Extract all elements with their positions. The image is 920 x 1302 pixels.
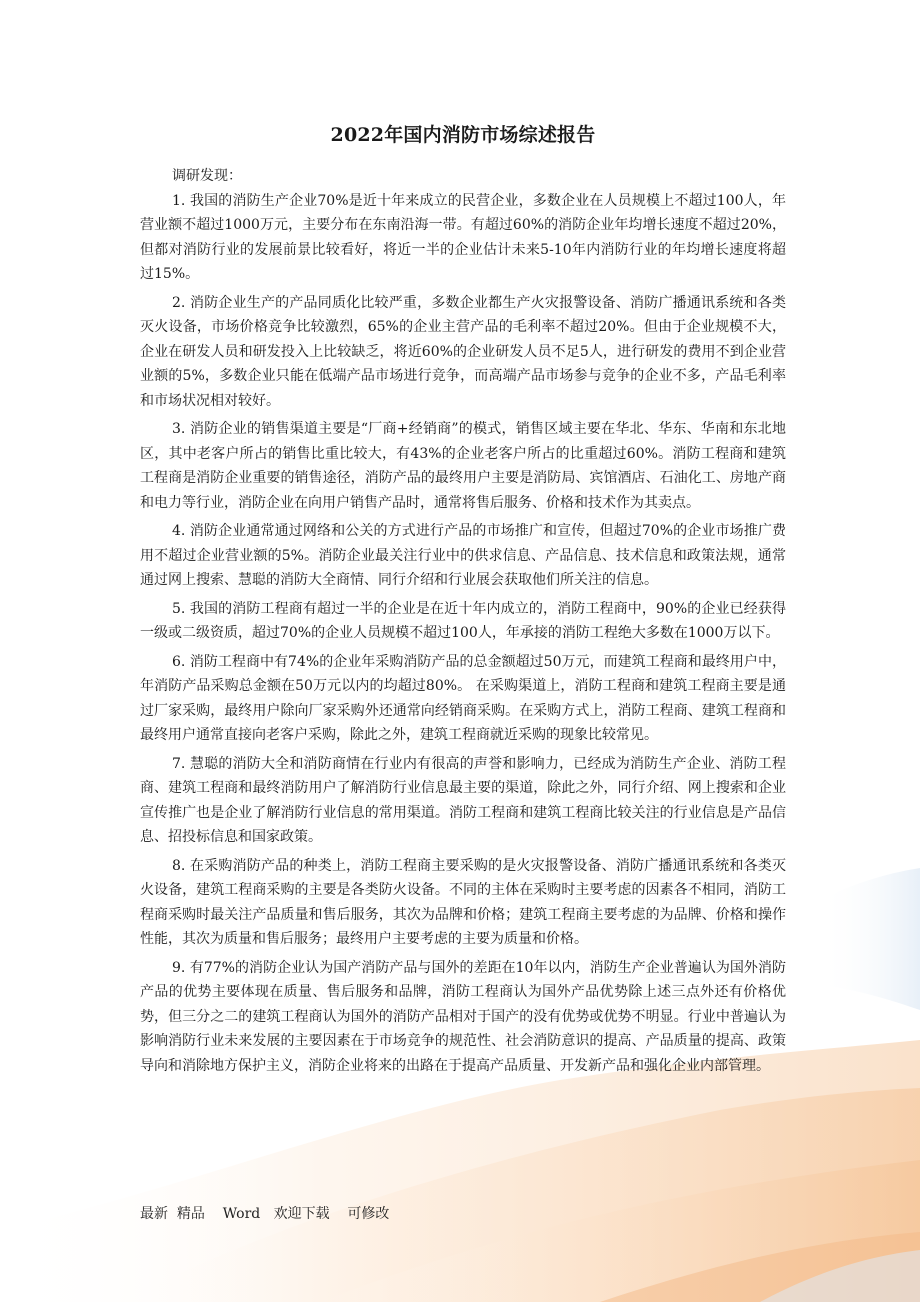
paragraph-3: 3. 消防企业的销售渠道主要是“厂商+经销商”的模式，销售区域主要在华北、华东、华南和东北地区，其中老客户所占的销售比重比较大，有43%的企业老客户所占的比重超过60%。消防工程商和建筑工程商是消防企业重要的销售途径，消防产品的最终用户主要是消防局、宾馆酒店、石油化工、房地产商和电力等行业，消防企业在向用户销售产品时，通常将售后服务、价格和技术作为其卖点。: [140, 421, 786, 511]
paragraph-6: 6. 消防工程商中有74%的企业年采购消防产品的总金额超过50万元，而建筑工程商和最终用户中，年消防产品采购总金额在50万元以内的均超过80%。 在采购渠道上，消防工程商和建筑工程商主要是通过厂家采购，最终用户除向厂家采购外还通常向经销商采购。在采购方式上，消防工程商、建筑工程商和最终用户通常直接向老客户采购，除此之外，建筑工程商就近采购的现象比较常见。: [140, 653, 786, 743]
footer-note: 最新 精品 Word 欢迎下载 可修改: [140, 1206, 390, 1222]
paragraph-1: 1. 我国的消防生产企业70%是近十年来成立的民营企业，多数企业在人员规模上不超过100人，年营业额不超过1000万元，主要分布在东南沿海一带。有超过60%的消防企业年均增长速度不超过20%，但都对消防行业的发展前景比较看好，将近一半的企业估计未来5-10年内消防行业的年均增长速度将超过15%。: [140, 192, 786, 282]
paragraph-2: 2. 消防企业生产的产品同质化比较严重，多数企业都生产火灾报警设备、消防广播通讯系统和各类灭火设备，市场价格竞争比较激烈，65%的企业主营产品的毛利率不超过20%。但由于企业规模不大，企业在研发人员和研发投入上比较缺乏，将近60%的企业研发人员不足5人，进行研发的费用不到企业营业额的5%，多数企业只能在低端产品市场进行竞争，而高端产品市场参与竞争的企业不多，产品毛利率和市场状况相对较好。: [140, 294, 786, 409]
intro-text: 调研发现：: [172, 168, 242, 184]
document-body: [140, 118, 786, 1082]
paragraph-8: 8. 在采购消防产品的种类上，消防工程商主要采购的是火灾报警设备、消防广播通讯系统和各类灭火设备，建筑工程商采购的主要是各类防火设备。不同的主体在采购时主要考虑的因素各不相同，消防工程商采购时最关注产品质量和售后服务，其次为品牌和价格；建筑工程商主要考虑的为品牌、价格和操作性能，其次为质量和售后服务；最终用户主要考虑的主要为质量和价格。: [140, 857, 786, 947]
paragraph-5: 5. 我国的消防工程商有超过一半的企业是在近十年内成立的，消防工程商中，90%的企业已经获得一级或二级资质，超过70%的企业人员规模不超过100人，年承接的消防工程绝大多数在1000万以下。: [140, 600, 786, 641]
paragraph-4: 4. 消防企业通常通过网络和公关的方式进行产品的市场推广和宣传，但超过70%的企业市场推广费用不超过企业营业额的5%。消防企业最关注行业中的供求信息、产品信息、技术信息和政策法规，通常通过网上搜索、慧聪的消防大全商情、同行介绍和行业展会获取他们所关注的信息。: [140, 523, 786, 588]
document-title: 2022年国内消防市场综述报告: [330, 124, 596, 146]
paragraph-9: 9. 有77%的消防企业认为国产消防产品与国外的差距在10年以内，消防生产企业普遍认为国外消防产品的优势主要体现在质量、售后服务和品牌，消防工程商认为国外产品优势除上述三点外还有价格优势，但三分之二的建筑工程商认为国外的消防产品相对于国产的没有优势或优势不明显。行业中普遍认为影响消防行业未来发展的主要因素在于市场竞争的规范性、社会消防意识的提高、产品质量的提高、政策导向和消除地方保护主义，消防企业将来的出路在于提高产品质量、开发新产品和强化企业内部管理。: [140, 959, 786, 1074]
paragraph-7: 7. 慧聪的消防大全和消防商情在行业内有很高的声誉和影响力，已经成为消防生产企业、消防工程商、建筑工程商和最终消防用户了解消防行业信息最主要的渠道，除此之外，同行介绍、网上搜索和企业宣传推广也是企业了解消防行业信息的常用渠道。消防工程商和建筑工程商比较关注的行业信息是产品信息、招投标信息和国家政策。: [140, 755, 786, 845]
